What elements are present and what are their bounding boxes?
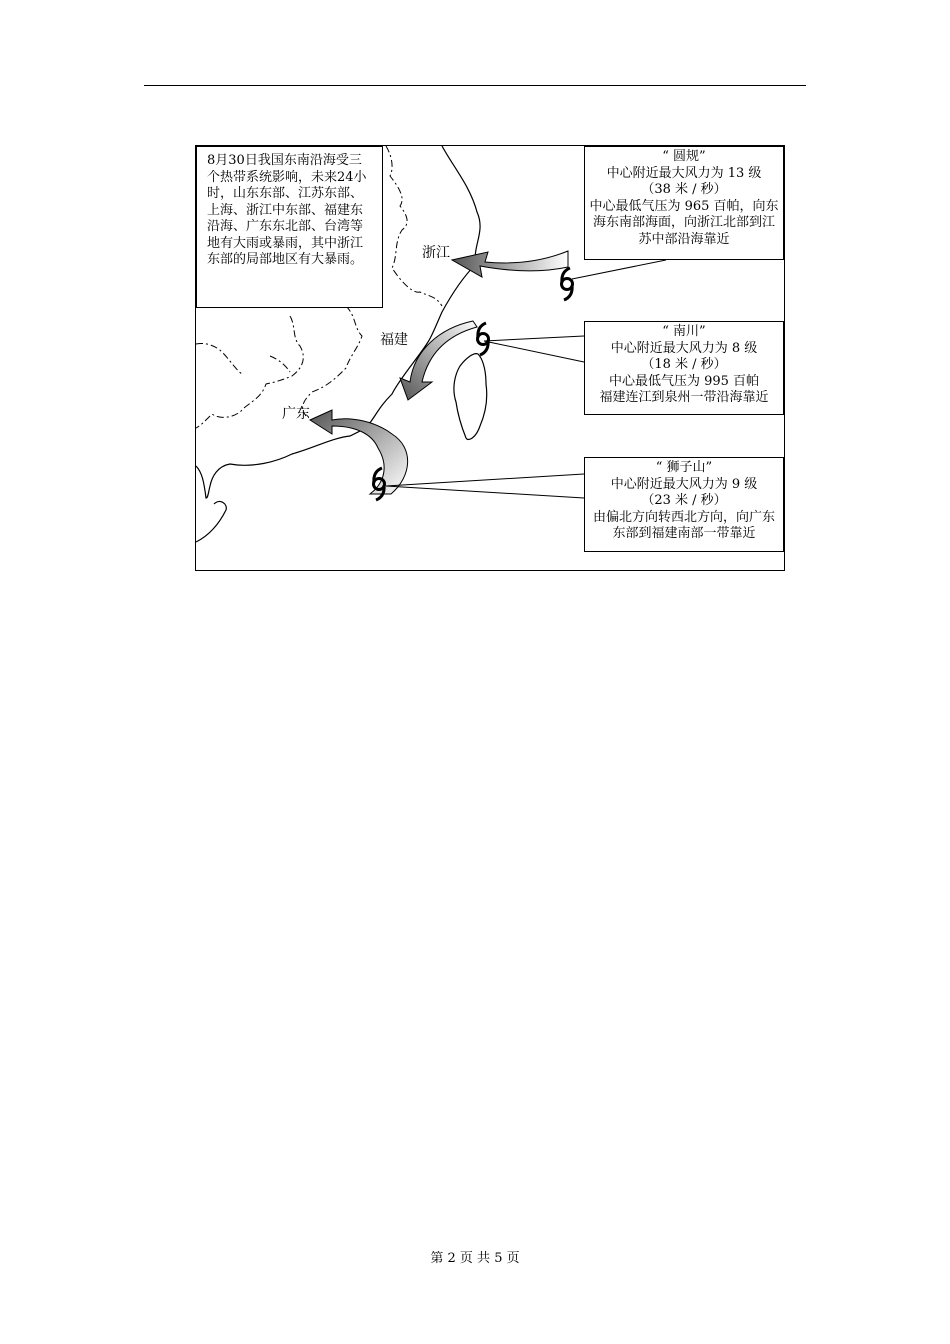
typhoon-symbol-icon	[478, 323, 489, 355]
typhoon-name: “ 狮子山”	[655, 460, 713, 475]
info-line: （18 米 / 秒）	[641, 357, 727, 372]
typhoon-symbol-icon	[562, 268, 573, 300]
typhoon-name: “ 圆规”	[662, 149, 706, 164]
province-label-zhejiang: 浙江	[422, 245, 450, 261]
info-line: 海东南部海面，向浙江北部到江	[592, 215, 775, 230]
info-line: （23 米 / 秒）	[641, 493, 727, 508]
info-line: 中心附近最大风力为 9 级	[610, 476, 758, 492]
info-line: 中心附近最大风力为 13 级	[606, 165, 762, 181]
info-line: 中心附近最大风力为 8 级	[610, 340, 758, 356]
info-line: 中心最低气压为 965 百帕，向东	[589, 198, 779, 214]
typhoon-info-yuangui	[584, 146, 784, 260]
typhoon-info-shizishan	[584, 457, 784, 552]
info-line: （38 米 / 秒）	[641, 182, 727, 197]
typhoon-info-nanchuan	[584, 321, 784, 415]
info-line: 福建连江到泉州一带沿海靠近	[599, 390, 769, 405]
coastline-south	[196, 502, 226, 542]
typhoon-map	[195, 145, 785, 571]
info-line: 中心最低气压为 995 百帕	[608, 373, 760, 389]
info-line: 苏中部沿海靠近	[638, 231, 730, 247]
province-label-fujian: 福建	[380, 332, 408, 348]
info-line: 由偏北方向转西北方向，向广东	[592, 509, 775, 525]
typhoon-name: “ 南川”	[662, 324, 706, 339]
province-label-guangdong: 广东	[282, 406, 310, 422]
track-arrow-yuangui	[452, 251, 568, 277]
page-footer: 第 2 页 共 5 页	[430, 1251, 520, 1266]
taiwan-island	[454, 354, 487, 440]
forecast-summary-box: 8月30日我国东南沿海受三个热带系统影响，未来24小时，山东东部、江苏东部、上海、浙江中东部、福建东沿海、广东东北部、台湾等地有大雨或暴雨，其中浙江东部的局部地区有大暴雨。	[196, 146, 383, 308]
track-arrow-shizishan	[310, 410, 408, 494]
header-rule	[144, 85, 806, 86]
info-line: 东部到福建南部一带靠近	[612, 526, 756, 541]
